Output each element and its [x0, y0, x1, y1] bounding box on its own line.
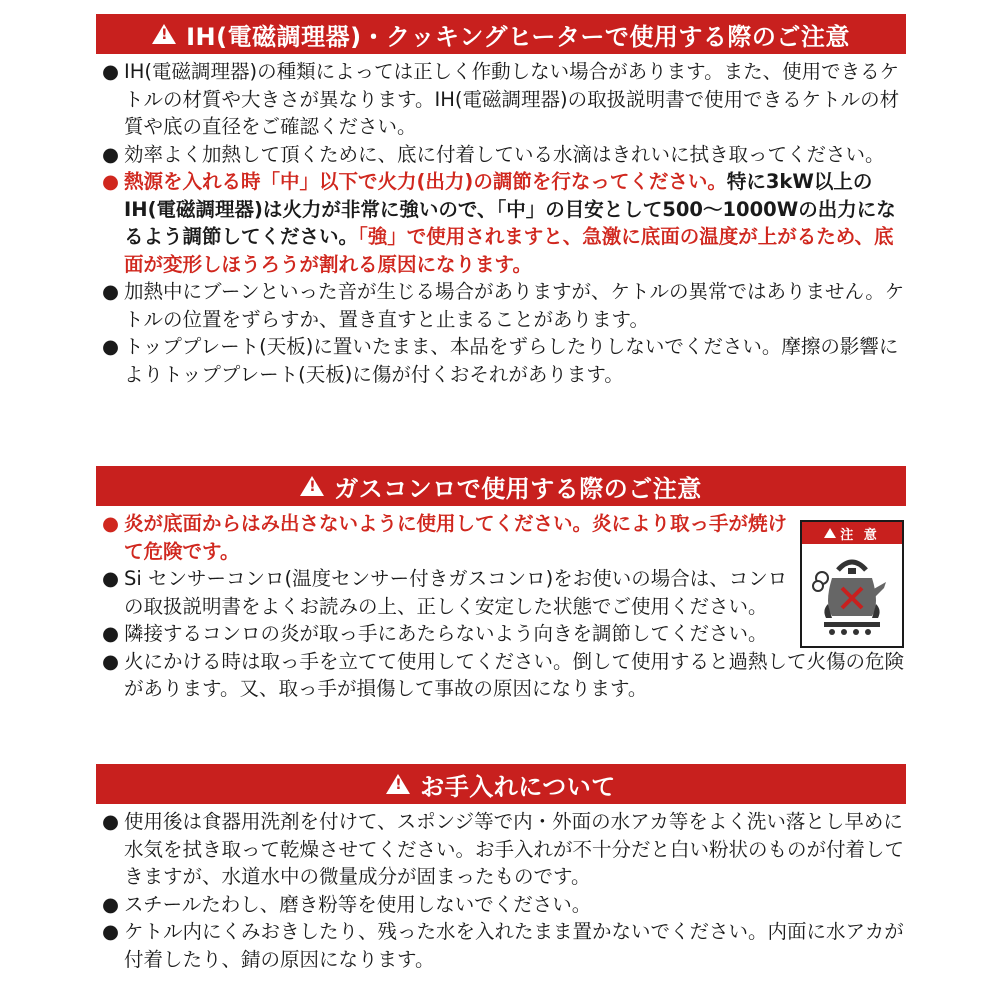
section-care	[96, 764, 906, 973]
bullet-icon: ●	[102, 622, 120, 645]
section-gas-list	[96, 506, 906, 703]
caution-illustration	[800, 520, 904, 648]
section-gas-header	[96, 466, 906, 506]
warning-icon	[824, 528, 836, 538]
list-item: ● 効率よく加熱して頂くために、底に付着している水滴はきれいに拭き取ってください。	[102, 141, 906, 169]
bullet-icon: ●	[102, 512, 120, 535]
list-item: ● スチールたわし、磨き粉等を使用しないでください。	[102, 891, 906, 919]
section-ih-header	[96, 14, 906, 54]
section-ih-list	[96, 54, 906, 388]
list-item: ● 火にかける時は取っ手を立てて使用してください。倒して使用すると過熱して火傷の危険があります。又、取っ手が損傷して事故の原因になります。	[102, 649, 905, 700]
list-item: ● トッププレート(天板)に置いたまま、本品をずらしたりしないでください。摩擦の影響によりトッププレート(天板)に傷が付くおそれがあります。	[102, 335, 899, 386]
list-item: ● 隣接するコンロの炎が取っ手にあたらないよう向きを調節してください。	[102, 620, 906, 648]
section-care-list	[96, 804, 906, 973]
bullet-icon: ●	[102, 280, 120, 303]
list-item: ● ケトル内にくみおきしたり、残った水を入れたまま置かないでください。内面に水アカが付着したり、錆の原因になります。	[102, 920, 904, 971]
kettle-flame-icon	[810, 548, 894, 640]
bullet-icon: ●	[102, 810, 120, 833]
bullet-icon: ●	[102, 649, 120, 673]
warning-text-red: 熱源を入れる時「中」以下で火力(出力)の調節を行なってください。	[124, 170, 727, 193]
bullet-icon: ●	[102, 920, 120, 943]
section-gas	[96, 466, 906, 703]
bullet-icon: ●	[102, 142, 120, 166]
list-item-warning	[102, 168, 906, 278]
section-care-header	[96, 764, 906, 804]
list-item: ● IH(電磁調理器)の種類によっては正しく作動しない場合があります。また、使用できるケトルの材質や大きさが異なります。IH(電磁調理器)の取扱説明書で使用できるケトルの材質や底の直径をご確認ください。	[102, 60, 900, 138]
list-item: ● Si センサーコンロ(温度センサー付きガスコンロ)をお使いの場合は、コンロの取扱説明書をよくお読みの上、正しく安定した状態でご使用ください。	[102, 567, 788, 618]
list-item: ● 加熱中にブーンといった音が生じる場合がありますが、ケトルの異常ではありません。ケトルの位置をずらすか、置き直すと止まることがあります。	[102, 280, 905, 331]
warning-icon	[386, 774, 410, 794]
warning-text-black: 特に3kW以上のIH(電磁調理器)は火力が非常に強いので、「中」の目安として500〜1000Wの出力になるよう調節してください。	[124, 170, 896, 248]
section-care-title: お手入れについて	[420, 772, 616, 801]
warning-icon	[300, 476, 324, 496]
bullet-icon: ●	[102, 567, 120, 590]
list-item-warning: ● 炎が底面からはみ出さないように使用してください。炎により取っ手が焼けて危険です。	[102, 512, 788, 563]
warning-text-red: 「強」で使用されますと、急激に底面の温度が上がるため、底面が変形しほうろうが割れる原因になります。	[124, 225, 894, 276]
section-gas-title: ガスコンロで使用する際のご注意	[334, 474, 702, 503]
caution-label: 注 意	[840, 527, 880, 543]
bullet-icon: ●	[102, 335, 120, 358]
bullet-icon: ●	[102, 60, 120, 83]
section-ih-title: IH(電磁調理器)・クッキングヒーターで使用する際のご注意	[186, 22, 850, 51]
section-ih	[96, 14, 906, 388]
list-item: ● 使用後は食器用洗剤を付けて、スポンジ等で内・外面の水アカ等をよく洗い落とし早めに水気を拭き取って乾燥させてください。お手入れが不十分だと白い粉状のものが付着してきますが、水道水中の微量成分が固まったものです。	[102, 810, 905, 888]
bullet-icon: ●	[102, 892, 120, 916]
bullet-icon: ●	[102, 170, 120, 193]
warning-icon	[152, 24, 176, 44]
caution-header	[802, 522, 902, 544]
